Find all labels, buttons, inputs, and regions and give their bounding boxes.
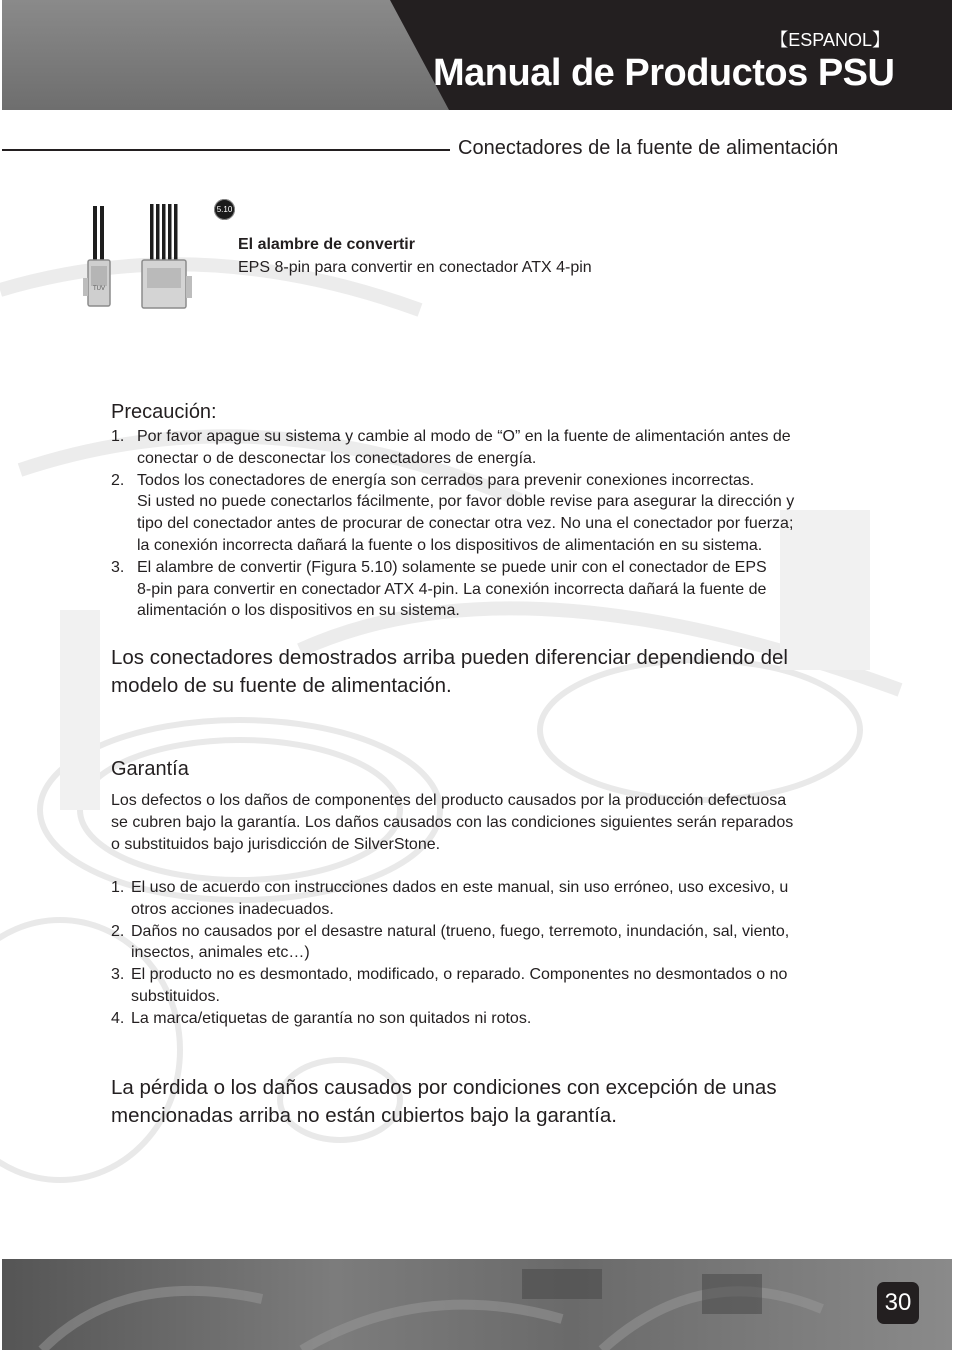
condition-number: 4. <box>111 1009 125 1027</box>
warranty-intro <box>111 790 901 855</box>
figure-number-badge: 5.10 <box>214 199 235 220</box>
figure-title: El alambre de convertir <box>238 236 415 253</box>
section-rule <box>2 149 450 151</box>
condition-line: insectos, animales etc…) <box>131 944 310 962</box>
figure-description: EPS 8-pin para convertir en conectador ATX 4-pin <box>238 259 592 276</box>
condition-number: 2. <box>111 922 125 940</box>
caution-item-number: 1. <box>111 428 125 445</box>
caution-line: Si usted no puede conectarlos fácilmente, por favor doble revise para asegurar la dirección y <box>137 493 795 511</box>
warranty-condition <box>111 1008 901 1030</box>
condition-number: 1. <box>111 879 125 896</box>
warranty-exclusion-note <box>111 1074 901 1130</box>
condition-line: La marca/etiquetas de garantía no son quitados ni rotos. <box>131 1009 532 1027</box>
caution-line: conectar o de desconectar los conectadores de energía. <box>137 449 537 467</box>
condition-line: El producto no es desmontado, modificado, o reparado. Componentes no desmontados o no <box>131 966 788 984</box>
condition-line: Daños no causados por el desastre natural (trueno, fuego, terremoto, inundación, sal, viento, <box>131 922 790 940</box>
page-number: 30 <box>877 1282 919 1324</box>
caution-line: Por favor apague su sistema y cambie al modo de “O” en la fuente de alimentación antes de <box>137 428 791 445</box>
note-line: modelo de su fuente de alimentación. <box>111 674 452 697</box>
warranty-intro-line: se cubren bajo la garantía. Los daños causados con las condiciones siguientes serán reparados <box>111 813 794 831</box>
note-line: mencionadas arriba no están cubiertos bajo la garantía. <box>111 1104 617 1127</box>
converter-cable-image <box>76 200 200 320</box>
caution-item <box>111 426 901 470</box>
caution-item-number: 2. <box>111 471 125 489</box>
caution-list <box>111 426 901 622</box>
condition-line: otros acciones inadecuados. <box>131 900 334 918</box>
note-line: Los conectadores demostrados arriba pueden diferenciar dependiendo del <box>111 646 788 669</box>
connector-variation-note <box>111 644 901 700</box>
caution-item <box>111 557 901 622</box>
connector-label-text: TUV <box>93 286 105 292</box>
language-label: 【ESPANOL】 <box>770 30 890 50</box>
section-title: Conectadores de la fuente de alimentación <box>458 137 839 159</box>
header-gray-panel <box>2 0 452 110</box>
footer-psu-photo <box>2 1259 952 1350</box>
warranty-intro-line: Los defectos o los daños de componentes del producto causados por la producción defectuosa <box>111 792 787 809</box>
caution-line: tipo del conectador antes de procurar de conectar otra vez. No una el conectador por fuerza; <box>137 515 794 533</box>
warranty-heading: Garantía <box>111 758 189 780</box>
condition-line: El uso de acuerdo con instrucciones dados en este manual, sin uso erróneo, uso excesivo, u <box>131 879 789 896</box>
footer-band <box>2 1259 952 1350</box>
warranty-conditions-list <box>111 877 901 1030</box>
page-title: Manual de Productos PSU <box>433 52 895 94</box>
note-line: La pérdida o los daños causados por condiciones con excepción de unas <box>111 1076 777 1099</box>
caution-line: El alambre de convertir (Figura 5.10) solamente se puede unir con el conectador de EPS <box>137 558 767 576</box>
caution-line: alimentación o los dispositivos en su sistema. <box>137 602 460 620</box>
warranty-intro-line: o substituidos bajo jurisdicción de SilverStone. <box>111 835 441 853</box>
warranty-condition <box>111 921 901 965</box>
caution-line: la conexión incorrecta dañará la fuente o los dispositivos de alimentación en su sistema. <box>137 536 763 554</box>
caution-item <box>111 470 901 557</box>
caution-item-number: 3. <box>111 558 125 576</box>
condition-line: substituidos. <box>131 987 220 1005</box>
caution-line: Todos los conectadores de energía son cerrados para prevenir conexiones incorrectas. <box>137 471 755 489</box>
warranty-condition <box>111 877 901 921</box>
caution-heading: Precaución: <box>111 401 217 423</box>
caution-line: 8-pin para convertir en conectador ATX 4-pin. La conexión incorrecta dañará la fuente de <box>137 580 767 598</box>
warranty-condition <box>111 964 901 1008</box>
condition-number: 3. <box>111 966 125 984</box>
